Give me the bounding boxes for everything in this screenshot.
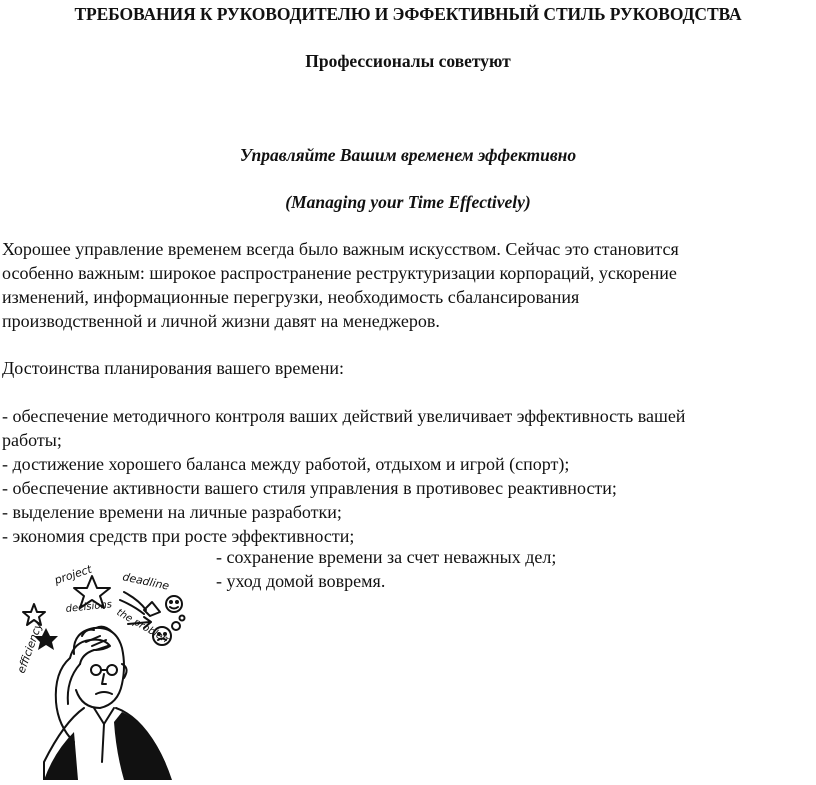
intro-line: Хорошее управление временем всегда было важным искусством. Сейчас это становится [2,239,679,259]
efficiency-word: efficiency [14,620,46,676]
project-word: project [52,562,94,587]
problem-word: the problem [114,607,173,648]
subtitle: Профессионалы советуют [305,51,511,71]
list-item: - обеспечение активности вашего стиля управления в противовес реактивности; [2,478,617,498]
intro-line: изменений, информационные перегрузки, необходимость сбалансирования [2,287,580,307]
list-item: - достижение хорошего баланса между работой, отдыхом и игрой (спорт); [2,454,570,474]
section-title: Управляйте Вашим временем эффективно [239,145,577,165]
list-item: - сохранение времени за счет неважных дел; [216,547,557,567]
section-title-english: (Managing your Time Effectively) [285,192,531,212]
list-item: - экономия средств при росте эффективности; [2,526,355,546]
list-item: - выделение времени на личные разработки; [2,502,342,522]
advantages-heading: Достоинства планирования вашего времени: [2,358,345,378]
page-title: ТРЕБОВАНИЯ К РУКОВОДИТЕЛЮ И ЭФФЕКТИВНЫЙ СТИЛЬ РУКОВОДСТВА [74,4,742,24]
list-item: - обеспечение методичного контроля ваших действий увеличивает эффективность вашей [2,406,686,426]
list-item: - уход домой вовремя. [216,571,386,591]
sweater-shape [114,712,172,780]
hand-outline [70,640,110,664]
intro-line: производственной и личной жизни давят на менеджеров. [2,311,440,331]
advantages-list [2,404,814,548]
intro-line: особенно важным: широкое распространение реструктуризации корпораций, ускорение [2,263,677,283]
intro-paragraph [2,237,814,333]
deadline-word: deadline [121,570,171,593]
smiley-icon [166,596,182,612]
indented-list [216,545,556,593]
decisions-word: decisions [65,599,113,615]
list-item: работы; [2,430,62,450]
stressed-manager-illustration [4,562,214,780]
